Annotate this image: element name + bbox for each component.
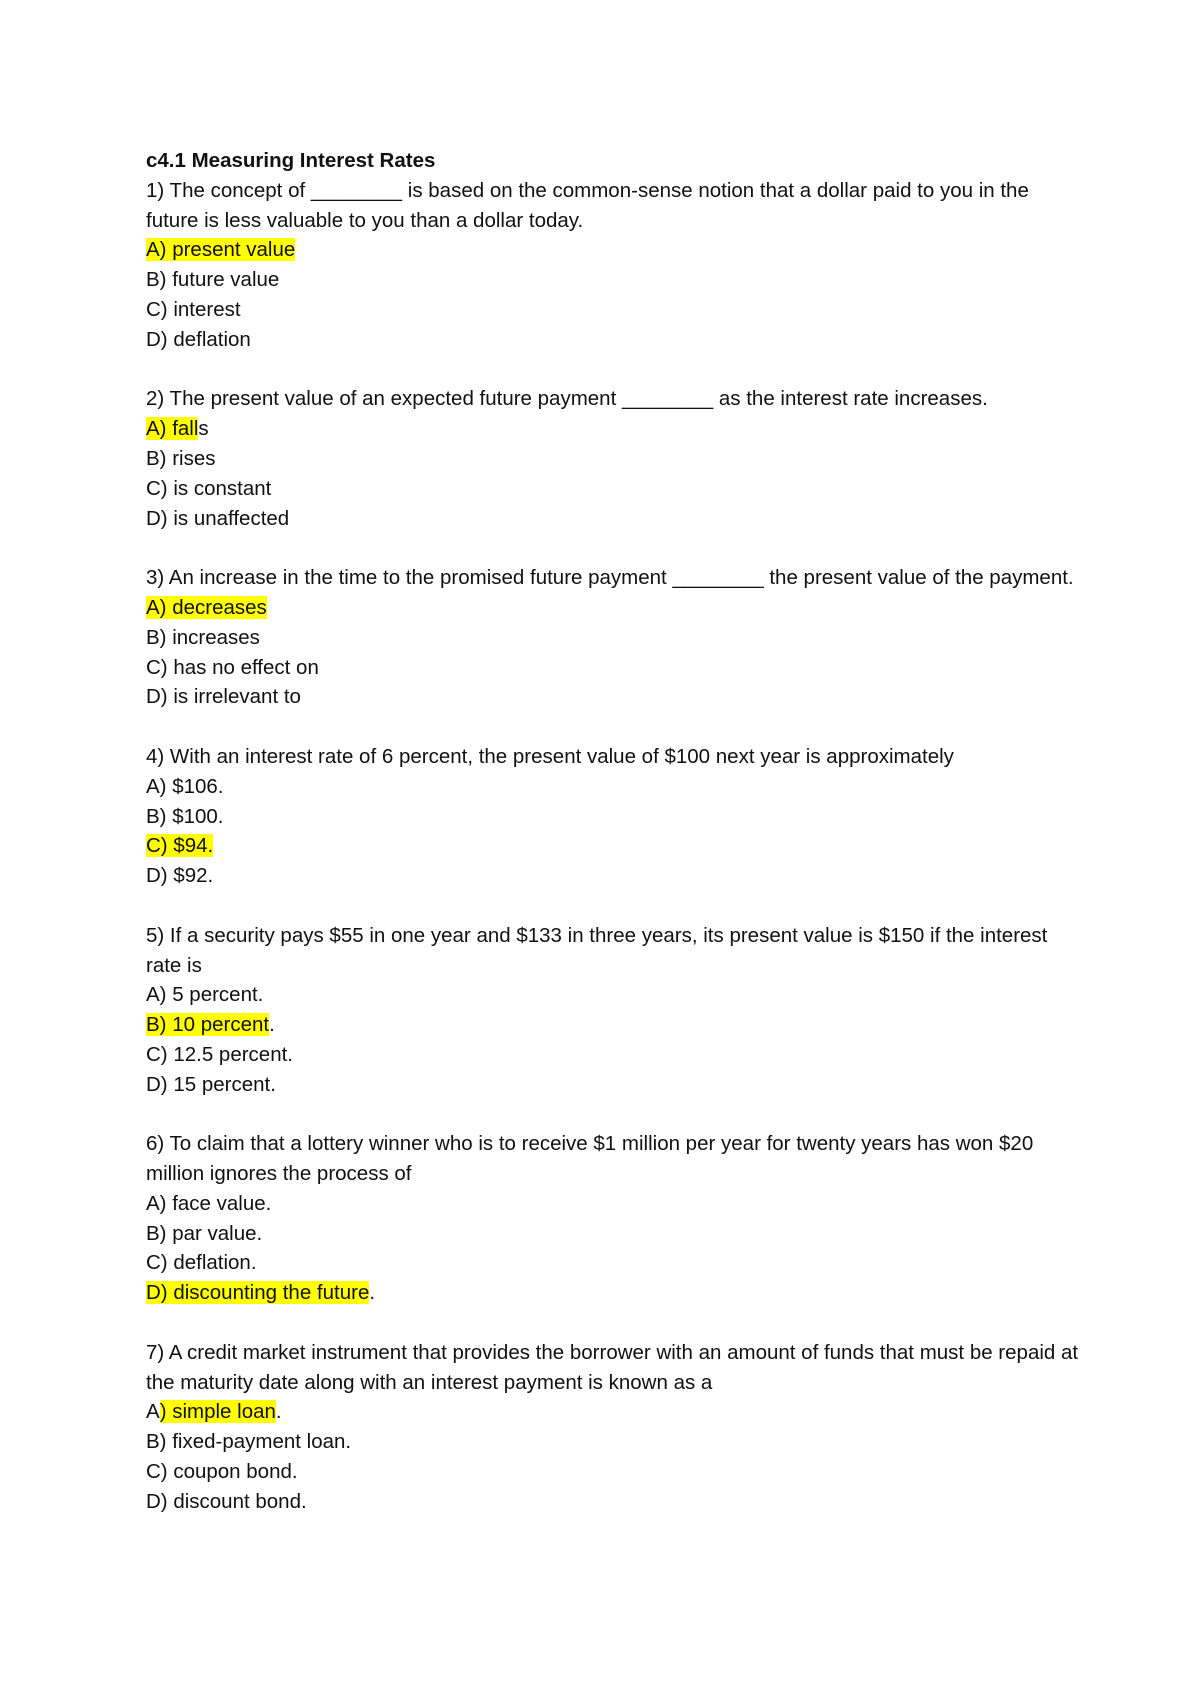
option-text: A) face value. bbox=[146, 1191, 272, 1215]
option-d bbox=[146, 325, 1086, 355]
option-text: B) rises bbox=[146, 446, 216, 470]
option-c bbox=[146, 474, 1086, 504]
question-text: 1) The concept of ________ is based on the common-sense notion that a dollar paid to you in the future is less valuable to you than a dollar today. bbox=[146, 178, 1029, 232]
option-text: B) par value. bbox=[146, 1221, 263, 1245]
option-text: . bbox=[269, 1013, 275, 1037]
document-title: c4.1 Measuring Interest Rates bbox=[146, 149, 436, 172]
option-text: s bbox=[198, 417, 209, 441]
option-text: D) is unaffected bbox=[146, 506, 290, 530]
option-text: A) 5 percent. bbox=[146, 983, 264, 1007]
question-text: 7) A credit market instrument that provides the borrower with an amount of funds that must be repaid at the maturity date along with an interest payment is known as a bbox=[146, 1340, 1079, 1394]
question-6 bbox=[146, 1129, 1086, 1308]
option-text: D) is irrelevant to bbox=[146, 685, 301, 709]
option-c bbox=[146, 653, 1086, 683]
option-c bbox=[146, 295, 1086, 325]
option-c bbox=[146, 1457, 1086, 1487]
highlighted-answer: ) simple loan bbox=[159, 1400, 276, 1424]
option-a bbox=[146, 235, 1086, 265]
question-text: 4) With an interest rate of 6 percent, the present value of $100 next year is approximately bbox=[146, 744, 954, 768]
option-text: . bbox=[275, 1400, 282, 1424]
option-text: C) has no effect on bbox=[146, 655, 319, 679]
option-d bbox=[146, 1487, 1086, 1517]
option-d bbox=[146, 861, 1086, 891]
question-5 bbox=[146, 921, 1086, 1100]
option-text: D) $92. bbox=[146, 864, 214, 888]
option-b bbox=[146, 1010, 1086, 1040]
option-b bbox=[146, 265, 1086, 295]
highlighted-answer: A) present value bbox=[146, 238, 296, 262]
question-text: 5) If a security pays $55 in one year and $133 in three years, its present value is $150 if the interest rate is bbox=[146, 923, 1048, 977]
option-c bbox=[146, 1040, 1086, 1070]
option-text: D) 15 percent. bbox=[146, 1072, 276, 1096]
option-d bbox=[146, 504, 1086, 534]
option-b bbox=[146, 1427, 1086, 1457]
option-text: C) 12.5 percent. bbox=[146, 1042, 293, 1066]
option-text: B) fixed-payment loan. bbox=[146, 1430, 352, 1454]
document-content bbox=[146, 146, 1086, 1546]
option-d bbox=[146, 1278, 1086, 1308]
question-3 bbox=[146, 563, 1086, 712]
option-text: B) increases bbox=[146, 625, 260, 649]
question-7 bbox=[146, 1338, 1086, 1517]
option-prefix-text: A bbox=[146, 1400, 160, 1424]
option-text: C) interest bbox=[146, 297, 241, 321]
highlighted-answer: A) fall bbox=[146, 417, 199, 441]
option-text: D) deflation bbox=[146, 327, 251, 351]
option-text: B) future value bbox=[146, 268, 280, 292]
highlighted-answer: C) $94. bbox=[146, 834, 214, 858]
option-c bbox=[146, 831, 1086, 861]
question-1 bbox=[146, 176, 1086, 355]
question-list bbox=[146, 176, 1086, 1517]
option-text: . bbox=[369, 1281, 376, 1305]
option-text: D) discount bond. bbox=[146, 1489, 307, 1513]
option-text: C) deflation. bbox=[146, 1251, 257, 1275]
option-a bbox=[146, 1189, 1086, 1219]
highlighted-answer: B) 10 percent bbox=[146, 1013, 270, 1037]
question-text: 6) To claim that a lottery winner who is to receive $1 million per year for twenty years has won $20 million ignores the process of bbox=[146, 1132, 1034, 1186]
question-text: 2) The present value of an expected future payment ________ as the interest rate increases. bbox=[146, 387, 988, 411]
option-a bbox=[146, 980, 1086, 1010]
option-c bbox=[146, 1248, 1086, 1278]
option-text: C) coupon bond. bbox=[146, 1460, 298, 1484]
option-b bbox=[146, 444, 1086, 474]
option-text: A) $106. bbox=[146, 774, 224, 798]
highlighted-answer: D) discounting the future bbox=[146, 1281, 370, 1305]
option-d bbox=[146, 1070, 1086, 1100]
option-text: C) is constant bbox=[146, 476, 272, 500]
question-2 bbox=[146, 384, 1086, 533]
question-text: 3) An increase in the time to the promised future payment ________ the present value of the payment. bbox=[146, 566, 1074, 590]
option-d bbox=[146, 682, 1086, 712]
option-a bbox=[146, 414, 1086, 444]
option-text: B) $100. bbox=[146, 804, 224, 828]
option-b bbox=[146, 1219, 1086, 1249]
option-b bbox=[146, 802, 1086, 832]
highlighted-answer: A) decreases bbox=[146, 595, 267, 619]
option-a bbox=[146, 1397, 1086, 1427]
option-a bbox=[146, 593, 1086, 623]
option-b bbox=[146, 623, 1086, 653]
option-a bbox=[146, 772, 1086, 802]
question-4 bbox=[146, 742, 1086, 891]
